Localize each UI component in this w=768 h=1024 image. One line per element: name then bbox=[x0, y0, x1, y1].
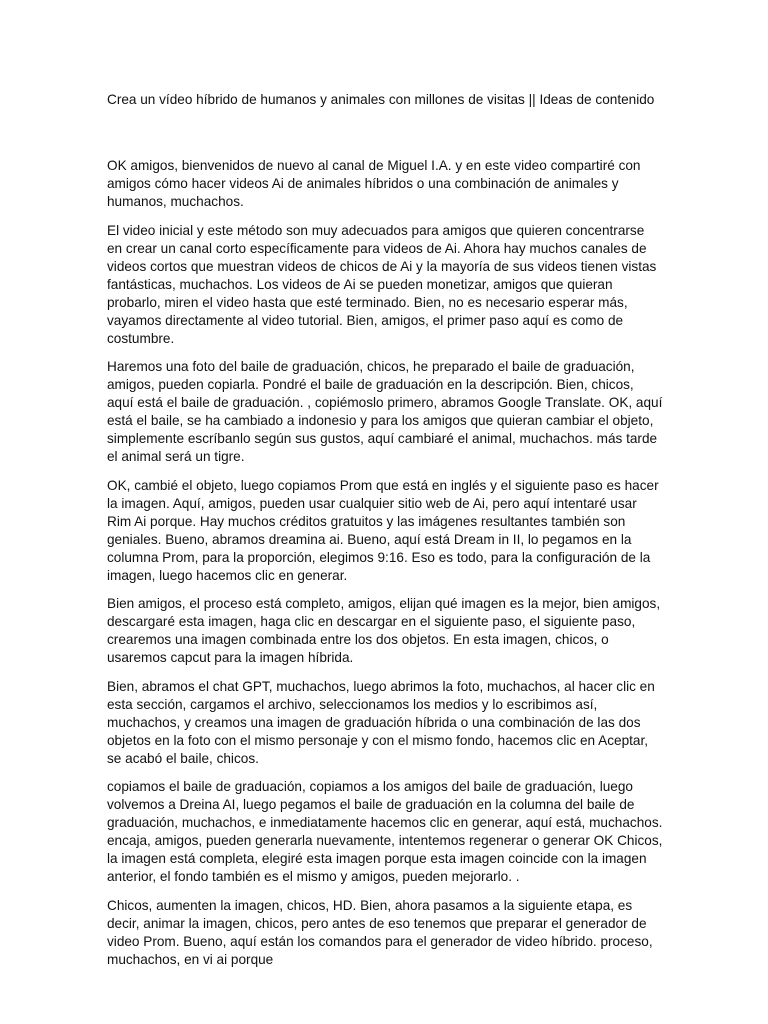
paragraph-download-image: Bien amigos, el proceso está completo, amigos, elijan qué imagen es la mejor, bien amigos, descargaré esta imagen, haga clic en descargar en el siguiente paso, el siguiente paso, crearemos una imagen combinada entre los dos objetos. En esta imagen, chicos, o usaremos capcut para la imagen híbrida. bbox=[107, 596, 661, 665]
paragraph-change-object: OK, cambié el objeto, luego copiamos Prom que está en inglés y el siguiente paso es hacer la imagen. Aquí, amigos, pueden usar cualquier sitio web de Ai, pero aquí intentaré usar Rim Ai porque. Hay muchos créditos gratuitos y las imágenes resultantes también son geniales. Bueno, abramos dreamina ai. Bueno, aquí está Dream in II, lo pegamos en la columna Prom, para la proporción, elegimos 9:16. Eso es todo, para la configuración de la imagen, luego hacemos clic en generar. bbox=[107, 477, 659, 583]
paragraph-chat-gpt: Bien, abramos el chat GPT, muchachos, luego abrimos la foto, muchachos, al hacer clic en esta sección, cargamos el archivo, seleccionamos los medios y lo escribimos así, muchachos, y creamos una imagen de graduación híbrida o una combinación de las dos objetos en la foto con el mismo personaje y con el mismo fondo, hacemos clic en Aceptar, se acabó el baile, chicos. bbox=[107, 678, 655, 766]
paragraph-graduation-photo: Haremos una foto del baile de graduación, chicos, he preparado el baile de graduación, amigos, pueden copiarla. Pondré el baile de graduación en la descripción. Bien, chicos, aquí está el baile de graduación. , copiémoslo primero, abramos Google Translate. OK, aquí está el baile, se ha cambiado a indonesio y para los amigos que quieran cambiar el objeto, simplemente escríbanlo según sus gustos, aquí cambiaré el animal, muchachos. más tarde el animal será un tigre. bbox=[107, 359, 663, 464]
paragraph-regenerate: copiamos el baile de graduación, copiamos a los amigos del baile de graduación, luego volvemos a Dreina AI, luego pegamos el baile de graduación en la columna del baile de graduación, muchachos, e inmediatamente hacemos clic en generar, aquí está, muchachos. encaja, amigos, pueden generarla nuevamente, intentemos regenerar o generar OK Chicos, la imagen está completa, elegiré esta imagen porque esta imagen coincide con la imagen anterior, el fondo también es el mismo y amigos, pueden mejorarlo. . bbox=[107, 779, 663, 884]
paragraph-intro: OK amigos, bienvenidos de nuevo al canal de Miguel I.A. y en este video compartiré con amigos cómo hacer videos Ai de animales híbridos o una combinación de animales y humanos, muchachos. bbox=[107, 158, 641, 209]
document-title: Crea un vídeo híbrido de humanos y animales con millones de visitas || Ideas de contenido bbox=[107, 92, 655, 107]
paragraph-animate: Chicos, aumenten la imagen, chicos, HD. Bien, ahora pasamos a la siguiente etapa, es decir, animar la imagen, chicos, pero antes de eso tenemos que preparar el generador de video Prom. Bueno, aquí están los comandos para el generador de video híbrido. proceso, muchachos, en vi ai porque bbox=[107, 897, 653, 967]
document-content bbox=[107, 91, 663, 979]
paragraph-method: El video inicial y este método son muy adecuados para amigos que quieren concentrarse en crear un canal corto específicamente para videos de Ai. Ahora hay muchos canales de videos cortos que muestran videos de chicos de Ai y la mayoría de sus videos tienen vistas fantásticas, muchachos. Los videos de Ai se pueden monetizar, amigos que quieran probarlo, miren el video hasta que esté terminado. Bien, no es necesario esperar más, vayamos directamente al video tutorial. Bien, amigos, el primer paso aquí es como de costumbre. bbox=[107, 222, 657, 346]
